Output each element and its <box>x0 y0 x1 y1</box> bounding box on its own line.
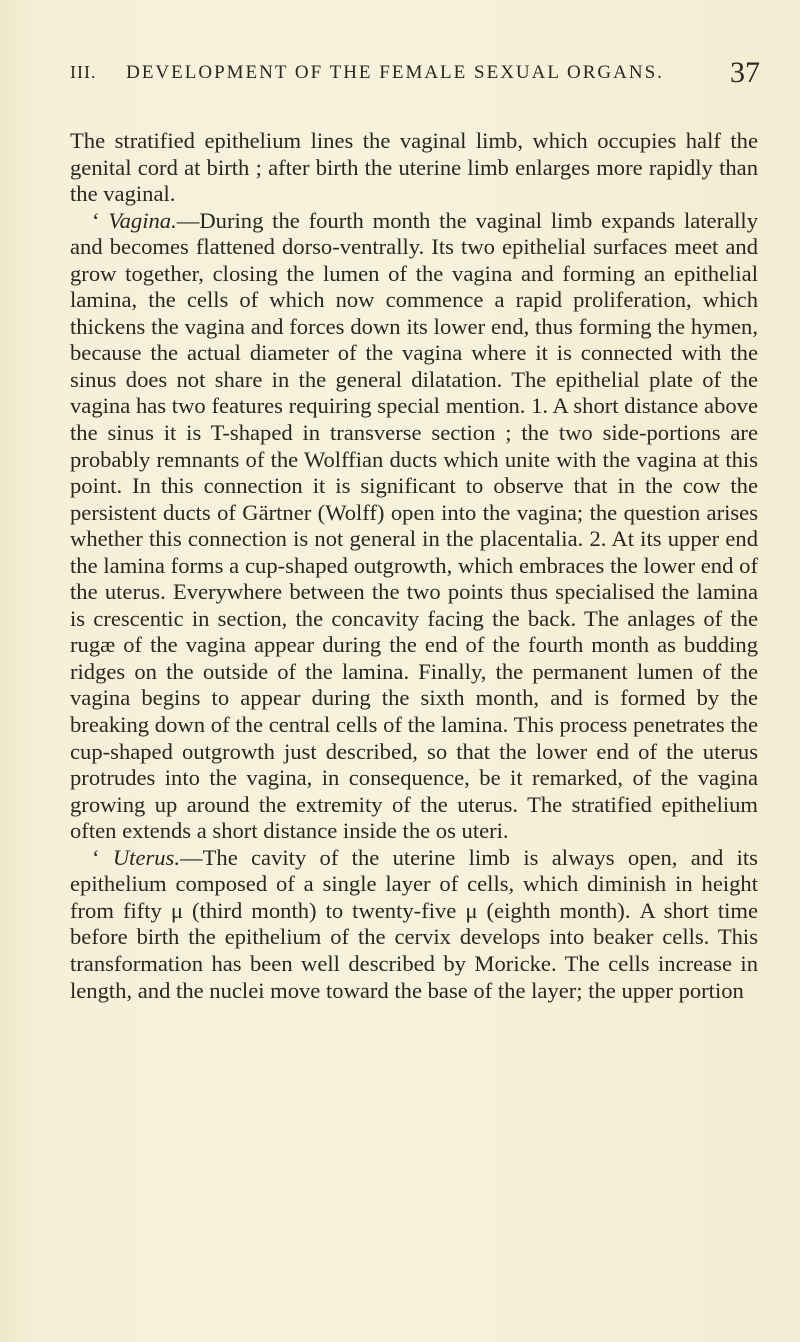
page-number: 37 <box>730 56 760 89</box>
paragraph-intro <box>70 128 758 208</box>
paragraph-uterus: ‘ Uterus.—The cavity of the uterine limb is always open, and its epithelium composed of a single layer of cells, which diminish in height from fifty μ (third month) to twenty-five μ (eighth month). A short time before birth the epithelium of the cervix develops into beaker cells. This transformation has been well described by Moricke. The cells increase in length, and the nuclei move toward the base of the layer; the upper portion <box>70 844 758 1003</box>
paragraph-text: —During the fourth month the vaginal limb expands laterally and becomes flattened dorso-ventrally. Its two epithelial surfaces meet and grow together, closing the lumen of the vagina and forming an epithelial lamina, the cells of which now commence a rapid proliferation, which thickens the vagina and forces down its lower end, thus forming the hymen, because the actual diameter of the vagina where it is connected with the sinus does not share in the general dilatation. The epithelial plate of the vagina has two features requiring special mention. 1. A short distance above the sinus it is T-shaped in transverse section ; the two side-portions are probably remnants of the Wolffian ducts which unite with the vagina at this point. In this connection it is significant to observe that in the cow the persistent ducts of Gärtner (Wolff) open into the vagina; the question arises whether this connection is not general in the placentalia. 2. At its upper end the lamina forms a cup-shaped outgrowth, which embraces the lower end of the uterus. Everywhere between the two points thus specialised the lamina is crescentic in section, the concavity facing the back. The anlages of the rugæ of the vagina appear during the end of the fourth month as budding ridges on the outside of the lamina. Finally, the permanent lumen of the vagina begins to appear during the sixth month, and is formed by the breaking down of the central cells of the lamina. This process penetrates the cup-shaped outgrowth just described, so that the lower end of the uterus protrudes into the vagina, in consequence, be it remarked, of the vagina growing up around the extremity of the uterus. The stratified epithelium often extends a short distance inside the os uteri. <box>70 207 758 844</box>
section-heading-uterus: Uterus. <box>112 844 180 870</box>
page-header <box>70 56 760 102</box>
body-text <box>70 128 758 1004</box>
paragraph-text: The stratified epithelium lines the vaginal limb, which occupies half the genital cord at birth ; after birth the uterine limb enlarges more rapidly than the vaginal. <box>70 128 758 207</box>
chapter-number: III. <box>70 62 97 82</box>
paragraph-text: —The cavity of the uterine limb is always open, and its epithelium composed of a single layer of cells, which diminish in height from fifty μ (third month) to twenty-five μ (eighth month). A short time before birth the epithelium of the cervix develops into beaker cells. This transformation has been well described by Moricke. The cells increase in length, and the nuclei move toward the base of the layer; the upper portion <box>70 844 758 1003</box>
running-title: DEVELOPMENT OF THE FEMALE SEXUAL ORGANS. <box>126 62 664 83</box>
paragraph-vagina: ‘ Vagina.—During the fourth month the vaginal limb expands laterally and becomes flattened dorso-ventrally. Its two epithelial surfaces meet and grow together, closing the lumen of the vagina and forming an epithelial lamina, the cells of which now commence a rapid proliferation, which thickens the vagina and forces down its lower end, thus forming the hymen, because the actual diameter of the vagina where it is connected with the sinus does not share in the general dilatation. The epithelial plate of the vagina has two features requiring special mention. 1. A short distance above the sinus it is T-shaped in transverse section ; the two side-portions are probably remnants of the Wolffian ducts which unite with the vagina at this point. In this connection it is significant to observe that in the cow the persistent ducts of Gärtner (Wolff) open into the vagina; the question arises whether this connection is not general in the placentalia. 2. At its upper end the lamina forms a cup-shaped outgrowth, which embraces the lower end of the uterus. Everywhere between the two points thus specialised the lamina is crescentic in section, the concavity facing the back. The anlages of the rugæ of the vagina appear during the end of the fourth month as budding ridges on the outside of the lamina. Finally, the permanent lumen of the vagina begins to appear during the sixth month, and is formed by the breaking down of the central cells of the lamina. This process penetrates the cup-shaped outgrowth just described, so that the lower end of the uterus protrudes into the vagina, in consequence, be it remarked, of the vagina growing up around the extremity of the uterus. The stratified epithelium often extends a short distance inside the os uteri. <box>70 207 758 844</box>
section-heading-vagina: Vagina. <box>108 207 177 233</box>
